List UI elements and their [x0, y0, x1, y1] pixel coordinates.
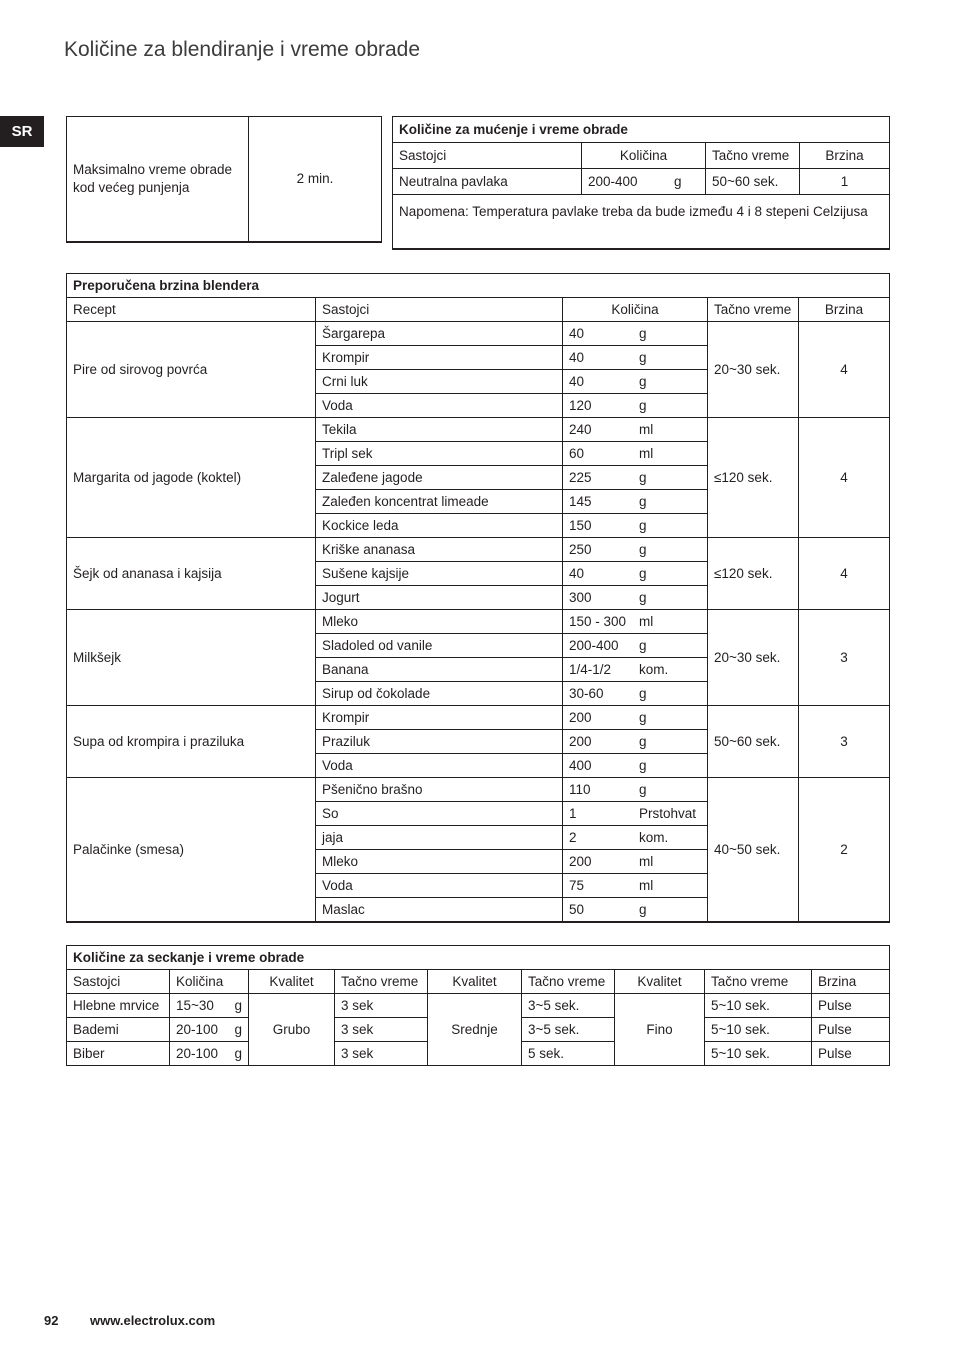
- speed-cell: 4: [799, 322, 890, 418]
- quantity-cell: 200-400 g: [563, 634, 708, 658]
- ingredient-cell: Krompir: [316, 706, 563, 730]
- quality-cell: Grubo: [249, 994, 335, 1066]
- quantity-cell: 1/4-1/2 kom.: [563, 658, 708, 682]
- table-row: [67, 994, 890, 1018]
- ingredient-cell: So: [316, 802, 563, 826]
- time-cell: 5~10 sek.: [705, 1018, 812, 1042]
- time-cell: 50~60 sek.: [708, 706, 799, 778]
- header-cell: Tačno vreme: [705, 970, 812, 994]
- header-cell: Brzina: [812, 970, 890, 994]
- whipping-title: Količine za mućenje i vreme obrade: [393, 117, 890, 143]
- ingredient-cell: Bademi: [67, 1018, 170, 1042]
- speed-cell: 4: [799, 418, 890, 538]
- speed-cell: 2: [799, 778, 890, 923]
- ingredient-cell: Crni luk: [316, 370, 563, 394]
- ingredient-cell: Tripl sek: [316, 442, 563, 466]
- max-time-table: [66, 116, 382, 243]
- ingredient-cell: Neutralna pavlaka: [393, 169, 582, 195]
- quantity-cell: 200 g: [563, 706, 708, 730]
- header-cell: Kvalitet: [428, 970, 522, 994]
- ingredient-cell: Mleko: [316, 610, 563, 634]
- quantity-cell: 145 g: [563, 490, 708, 514]
- ingredient-cell: Jogurt: [316, 586, 563, 610]
- quantity-cell: 60 ml: [563, 442, 708, 466]
- time-cell: 5~10 sek.: [705, 1042, 812, 1066]
- table-row: [67, 610, 890, 634]
- ingredient-cell: Sirup od čokolade: [316, 682, 563, 706]
- speed-cell: 3: [799, 610, 890, 706]
- ingredient-cell: Kockice leda: [316, 514, 563, 538]
- quantity-cell: 75 ml: [563, 874, 708, 898]
- page-number: 92: [44, 1313, 59, 1328]
- ingredient-cell: Mleko: [316, 850, 563, 874]
- header-cell: Količina: [563, 298, 708, 322]
- time-cell: 5 sek.: [522, 1042, 615, 1066]
- header-cell: Količina: [170, 970, 249, 994]
- quantity-cell: 200 g: [563, 730, 708, 754]
- quantity-cell: 15~30 g: [170, 994, 249, 1018]
- time-cell: 20~30 sek.: [708, 610, 799, 706]
- ingredient-cell: Krompir: [316, 346, 563, 370]
- time-cell: 3 sek: [335, 1018, 428, 1042]
- chopping-title: Količine za seckanje i vreme obrade: [67, 946, 890, 970]
- recipe-name-cell: Pire od sirovog povrća: [67, 322, 316, 418]
- table-row: [67, 706, 890, 730]
- quantity-cell: 20-100 g: [170, 1018, 249, 1042]
- header-cell: Kvalitet: [249, 970, 335, 994]
- ingredient-cell: Zaleđen koncentrat limeade: [316, 490, 563, 514]
- blender-title: Preporučena brzina blendera: [67, 274, 890, 298]
- table-row: [67, 322, 890, 346]
- quantity-cell: 2 kom.: [563, 826, 708, 850]
- header-cell: Brzina: [799, 298, 890, 322]
- ingredient-cell: Praziluk: [316, 730, 563, 754]
- quantity-cell: 30-60 g: [563, 682, 708, 706]
- quality-cell: Srednje: [428, 994, 522, 1066]
- ingredient-cell: jaja: [316, 826, 563, 850]
- quantity-cell: 150 g: [563, 514, 708, 538]
- speed-cell: 4: [799, 538, 890, 610]
- header-cell: Tačno vreme: [708, 298, 799, 322]
- speed-cell: Pulse: [812, 1018, 890, 1042]
- time-cell: ≤120 sek.: [708, 538, 799, 610]
- quantity-cell: 50 g: [563, 898, 708, 923]
- speed-cell: Pulse: [812, 994, 890, 1018]
- time-cell: 40~50 sek.: [708, 778, 799, 923]
- quantity-cell: 40 g: [563, 370, 708, 394]
- ingredient-cell: Kriške ananasa: [316, 538, 563, 562]
- quantity-cell: 300 g: [563, 586, 708, 610]
- ingredient-cell: Voda: [316, 754, 563, 778]
- table-row: [67, 538, 890, 562]
- header-cell: Sastojci: [393, 143, 582, 169]
- time-cell: 3 sek: [335, 1042, 428, 1066]
- quantity-cell: 1 Prstohvat: [563, 802, 708, 826]
- time-cell: ≤120 sek.: [708, 418, 799, 538]
- ingredient-cell: Biber: [67, 1042, 170, 1066]
- ingredient-cell: Banana: [316, 658, 563, 682]
- quantity-cell: 120 g: [563, 394, 708, 418]
- max-time-value: 2 min.: [249, 117, 382, 243]
- quantity-cell: 200-400 g: [582, 169, 706, 195]
- ingredient-cell: Šargarepa: [316, 322, 563, 346]
- speed-cell: 3: [799, 706, 890, 778]
- recipe-name-cell: Šejk od ananasa i kajsija: [67, 538, 316, 610]
- time-cell: 3~5 sek.: [522, 994, 615, 1018]
- recipe-name-cell: Milkšejk: [67, 610, 316, 706]
- table-row: [393, 169, 890, 195]
- language-tab: SR: [0, 116, 44, 147]
- quantity-cell: 225 g: [563, 466, 708, 490]
- quantity-cell: 40 g: [563, 346, 708, 370]
- ingredient-cell: Pšenično brašno: [316, 778, 563, 802]
- recipe-name-cell: Supa od krompira i praziluka: [67, 706, 316, 778]
- header-cell: Tačno vreme: [522, 970, 615, 994]
- quantity-cell: 20-100 g: [170, 1042, 249, 1066]
- ingredient-cell: Sušene kajsije: [316, 562, 563, 586]
- footer-url[interactable]: www.electrolux.com: [90, 1313, 216, 1328]
- quantity-cell: 240 ml: [563, 418, 708, 442]
- ingredient-cell: Maslac: [316, 898, 563, 923]
- time-cell: 3~5 sek.: [522, 1018, 615, 1042]
- header-cell: Tačno vreme: [335, 970, 428, 994]
- speed-cell: 1: [800, 169, 890, 195]
- header-cell: Kvalitet: [615, 970, 705, 994]
- quality-cell: Fino: [615, 994, 705, 1066]
- header-cell: Recept: [67, 298, 316, 322]
- header-cell: Brzina: [800, 143, 890, 169]
- blender-speed-table: [66, 273, 890, 923]
- ingredient-cell: Tekila: [316, 418, 563, 442]
- quantity-cell: 40 g: [563, 562, 708, 586]
- speed-cell: Pulse: [812, 1042, 890, 1066]
- page-title: Količine za blendiranje i vreme obrade: [64, 38, 421, 61]
- ingredient-cell: Sladoled od vanile: [316, 634, 563, 658]
- whipping-table: [392, 116, 890, 250]
- chopping-table: [66, 945, 890, 1066]
- time-cell: 20~30 sek.: [708, 322, 799, 418]
- header-cell: Sastojci: [67, 970, 170, 994]
- table-row: [67, 418, 890, 442]
- whipping-note: Napomena: Temperatura pavlake treba da bude između 4 i 8 stepeni Celzijusa: [393, 195, 890, 250]
- quantity-cell: 400 g: [563, 754, 708, 778]
- quantity-cell: 110 g: [563, 778, 708, 802]
- ingredient-cell: Zaleđene jagode: [316, 466, 563, 490]
- recipe-name-cell: Palačinke (smesa): [67, 778, 316, 923]
- max-time-label: Maksimalno vreme obrade kod većeg punjenja: [67, 117, 249, 243]
- header-cell: Sastojci: [316, 298, 563, 322]
- quantity-cell: 250 g: [563, 538, 708, 562]
- table-row: [67, 778, 890, 802]
- header-cell: Količina: [582, 143, 706, 169]
- time-cell: 50~60 sek.: [706, 169, 800, 195]
- ingredient-cell: Hlebne mrvice: [67, 994, 170, 1018]
- quantity-cell: 40 g: [563, 322, 708, 346]
- time-cell: 3 sek: [335, 994, 428, 1018]
- header-cell: Tačno vreme: [706, 143, 800, 169]
- quantity-cell: 200 ml: [563, 850, 708, 874]
- recipe-name-cell: Margarita od jagode (koktel): [67, 418, 316, 538]
- time-cell: 5~10 sek.: [705, 994, 812, 1018]
- quantity-cell: 150 - 300 ml: [563, 610, 708, 634]
- ingredient-cell: Voda: [316, 394, 563, 418]
- ingredient-cell: Voda: [316, 874, 563, 898]
